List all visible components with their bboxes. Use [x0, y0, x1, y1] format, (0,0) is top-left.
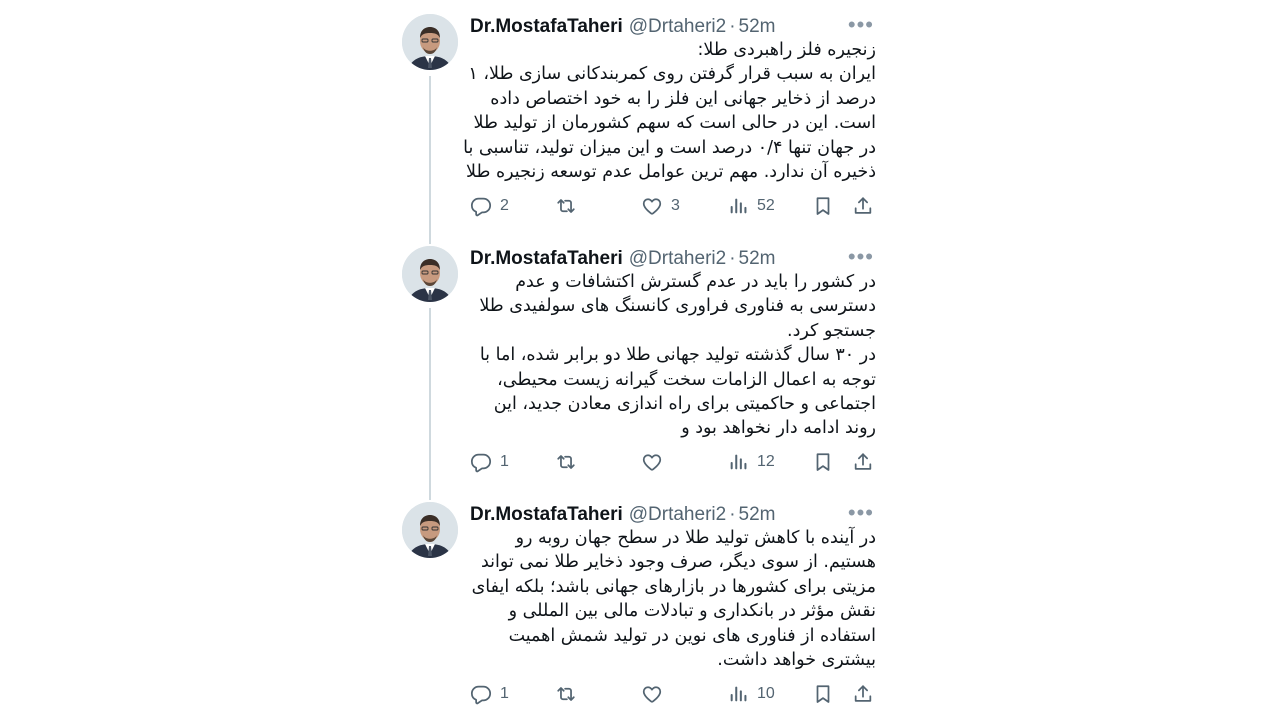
views-button[interactable] [727, 450, 775, 474]
tweet-text-line: زنجیره فلز راهبردی طلا: [697, 40, 876, 60]
tweet-text-line: در ۳۰ سال گذشته تولید جهانی طلا دو برابر شده، اما با [479, 345, 876, 366]
tweet-text [463, 38, 876, 184]
tweet-text-line: استفاده از فناوری های نوین در تولید شمش اهمیت [508, 625, 876, 646]
reply-button[interactable] [470, 450, 509, 474]
tweet[interactable] [402, 14, 882, 224]
tweet-header [470, 502, 882, 528]
tweet-text-line: ایران به سبب قرار گرفتن روی کمربندکانی سازی طلا، ۱ [468, 64, 876, 85]
share-icon [852, 195, 874, 217]
view-count: 52 [757, 197, 775, 214]
share-button[interactable] [852, 194, 874, 218]
timestamp[interactable]: 52m [738, 504, 776, 525]
share-icon [852, 451, 874, 473]
like-button[interactable] [641, 450, 663, 474]
reply-icon [470, 683, 492, 705]
tweet-header [470, 246, 882, 272]
like-icon [641, 195, 663, 217]
bookmark-icon [812, 451, 834, 473]
like-button[interactable] [641, 682, 663, 706]
tweet-text-line: ذخیره آن ندارد. مهم ترین عوامل عدم توسعه زنجیره طلا [466, 162, 876, 183]
action-bar [470, 682, 874, 706]
reply-count: 2 [500, 197, 509, 214]
author-name[interactable]: Dr.MostafaTaheri [470, 504, 623, 525]
retweet-icon [555, 451, 577, 473]
author-handle[interactable]: @Drtaheri2 [628, 504, 727, 525]
tweet-text-line: هستیم. از سوی دیگر، صرف وجود ذخایر طلا نمی تواند [480, 552, 876, 573]
action-bar [470, 450, 874, 474]
views-button[interactable] [727, 194, 775, 218]
tweet-text-line: بیشتری خواهد داشت. [717, 650, 876, 671]
views-icon [727, 451, 749, 473]
retweet-button[interactable] [555, 682, 577, 706]
action-bar [470, 194, 874, 218]
tweet-text-line: در آینده با کاهش تولید طلا در سطح جهان روبه رو [515, 528, 876, 548]
tweet-text-line: جستجو کرد. [787, 320, 876, 341]
author-handle[interactable]: @Drtaheri2 [628, 16, 727, 37]
avatar[interactable] [402, 14, 458, 70]
reply-icon [470, 451, 492, 473]
tweet-text-line: است. این در حالی است که سهم کشورمان از تولید طلا [473, 113, 876, 134]
separator: · [729, 504, 736, 525]
tweet[interactable] [402, 246, 882, 476]
tweet-text-line: روند ادامه دار نخواهد بود و [681, 418, 876, 439]
views-icon [727, 195, 749, 217]
retweet-icon [555, 683, 577, 705]
reply-button[interactable] [470, 682, 509, 706]
separator: · [729, 248, 736, 269]
tweet-text-line: نقش مؤثر در بانکداری و تبادلات مالی بین المللی و [508, 601, 876, 622]
views-button[interactable] [727, 682, 775, 706]
tweet-text [470, 526, 876, 672]
like-count: 3 [671, 197, 680, 214]
tweet-text [470, 270, 876, 441]
like-icon [641, 451, 663, 473]
bookmark-icon [812, 195, 834, 217]
share-icon [852, 683, 874, 705]
author-name[interactable]: Dr.MostafaTaheri [470, 248, 623, 269]
tweet-text-line: درصد از ذخایر جهانی این فلز را به خود اختصاص داده [490, 88, 876, 109]
bookmark-button[interactable] [812, 682, 834, 706]
bookmark-icon [812, 683, 834, 705]
retweet-button[interactable] [555, 194, 577, 218]
share-button[interactable] [852, 450, 874, 474]
tweet-text-line: توجه به اعمال الزامات سخت گیرانه زیست محیطی، [497, 369, 876, 390]
tweet-header [470, 14, 882, 40]
reply-button[interactable] [470, 194, 509, 218]
timestamp[interactable]: 52m [738, 16, 776, 37]
author-name[interactable]: Dr.MostafaTaheri [470, 16, 623, 37]
retweet-icon [555, 195, 577, 217]
tweet-text-line: در کشور را باید در عدم گسترش اکتشافات و عدم [515, 272, 876, 292]
like-button[interactable] [641, 194, 680, 218]
bookmark-button[interactable] [812, 450, 834, 474]
views-icon [727, 683, 749, 705]
tweet-text-line: دسترسی به فناوری فراوری کانسنگ های سولفیدی طلا [479, 296, 876, 317]
bookmark-button[interactable] [812, 194, 834, 218]
author-handle[interactable]: @Drtaheri2 [628, 248, 727, 269]
tweet-text-line: مزیتی برای کشورها در بازارهای جهانی باشد؛ بلکه ایفای [471, 576, 876, 597]
separator: · [729, 16, 736, 37]
more-options-icon[interactable]: ••• [847, 244, 874, 269]
reply-icon [470, 195, 492, 217]
tweet[interactable] [402, 502, 882, 712]
reply-count: 1 [500, 453, 509, 470]
tweet-text-line: اجتماعی و حاکمیتی برای راه اندازی معادن جدید، این [493, 394, 876, 415]
view-count: 12 [757, 453, 775, 470]
avatar[interactable] [402, 502, 458, 558]
retweet-button[interactable] [555, 450, 577, 474]
more-options-icon[interactable]: ••• [847, 12, 874, 37]
tweet-text-line: در جهان تنها ۰/۴ درصد است و این میزان تولید، تناسبی با [463, 137, 876, 158]
more-options-icon[interactable]: ••• [847, 500, 874, 525]
view-count: 10 [757, 685, 775, 702]
timestamp[interactable]: 52m [738, 248, 776, 269]
like-icon [641, 683, 663, 705]
avatar[interactable] [402, 246, 458, 302]
reply-count: 1 [500, 685, 509, 702]
share-button[interactable] [852, 682, 874, 706]
